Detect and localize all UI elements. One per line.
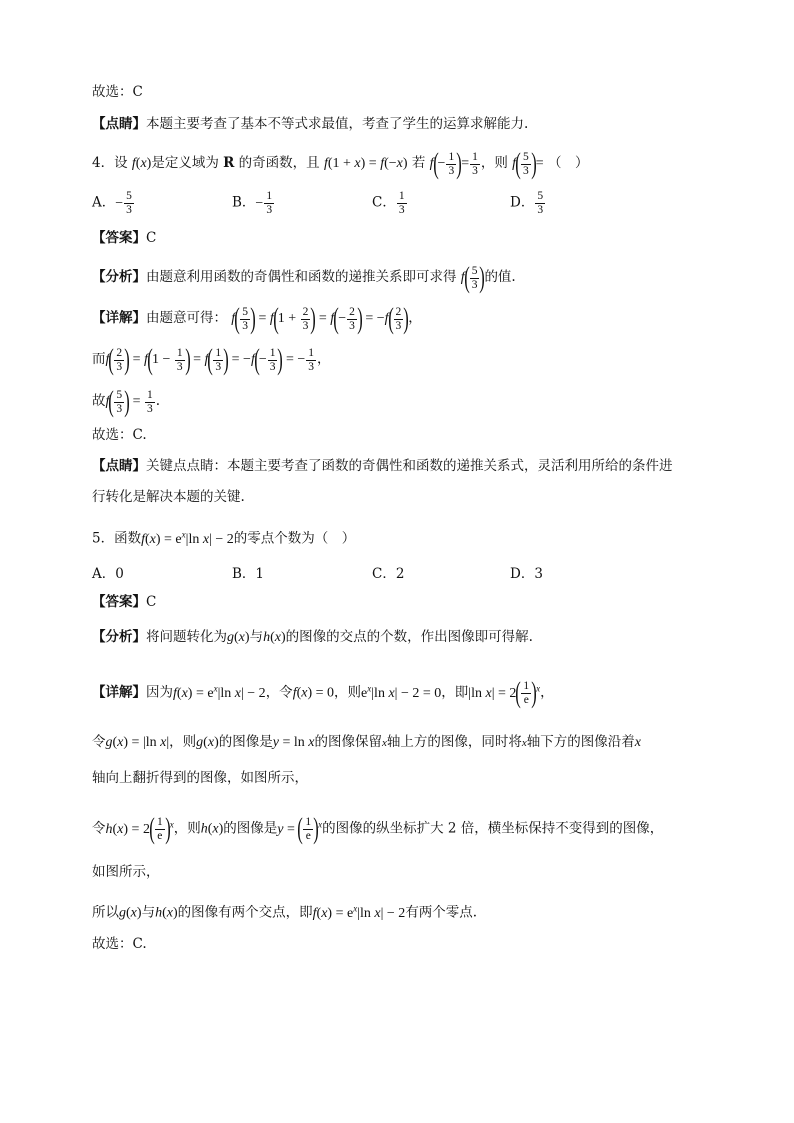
math-x-3: x bbox=[634, 735, 641, 750]
select-5: 故选：C. bbox=[92, 936, 147, 952]
analysis-tag: 【分析】 bbox=[92, 269, 146, 286]
math-g-def: g(x) = |ln x| bbox=[105, 735, 170, 750]
q5-option-a[interactable]: A．0 bbox=[92, 566, 124, 582]
g-1: 令 bbox=[92, 734, 106, 750]
option-a-label: A． bbox=[92, 194, 116, 211]
math-x-2: x bbox=[521, 737, 527, 749]
h-1: 令 bbox=[92, 820, 106, 837]
comment-text: 本题主要考查了基本不等式求最值，考查了学生的运算求解能力. bbox=[146, 116, 529, 132]
math-y-lnx: y = ln x bbox=[272, 735, 315, 750]
q4-text-3: 的奇函数，且 bbox=[238, 155, 320, 172]
math-d2: f( $\frac{2}{3}$ ) = f(1 − $\frac{1}{3}$ ) = f( $\frac{1}{3}$ ) = −f(− $\frac{1}{3}$ ) = − $\frac{1}{3}$ bbox=[105, 343, 315, 376]
detail-3-pre: 故 bbox=[92, 393, 106, 410]
math-f-def: $f(x) = e^x|\ln$ x| − 2 bbox=[141, 529, 234, 547]
detail-5-tag: 【详解】 bbox=[92, 684, 146, 701]
math-d1: f( $\frac{5}{3}$ ) = f(1 + $\frac{2}{3}$ ) = f(− $\frac{2}{3}$ ) = −f( $\frac{2}{3}$ ) bbox=[231, 302, 410, 335]
s-3: 的图像有两个交点，即 bbox=[177, 904, 313, 921]
g-2: ，则 bbox=[169, 734, 197, 750]
detail-5-line-3: 轴向上翻折得到的图像，如图所示， bbox=[92, 770, 308, 786]
analysis-4 bbox=[92, 261, 516, 294]
g-5: 轴上方的图像，同时将 bbox=[386, 734, 522, 750]
q5-option-c[interactable]: C．2 bbox=[372, 566, 405, 582]
detail-text: 由题意可得： bbox=[146, 310, 227, 327]
math-f1px: f(1 + x) = f(−x) bbox=[323, 156, 408, 172]
option-a[interactable] bbox=[92, 190, 135, 217]
prev-answer-select: 故选：C bbox=[92, 84, 143, 100]
question-5-stem bbox=[92, 524, 355, 550]
option-d-value: $\frac{5}{3}$ bbox=[537, 190, 544, 216]
detail-5-a: 因为 bbox=[146, 684, 173, 701]
detail-4-line-1: 【详解】由题意可得： f( $\frac{5}{3}$ ) = f(1 + $\frac{2}{3}$ ) = f(− $\frac{2}{3}$ ) = −f( $\frac{2}{3}$ )， bbox=[92, 302, 422, 335]
math-gx: g(x) bbox=[227, 630, 250, 645]
answer-4 bbox=[92, 228, 156, 248]
detail-5-line-5: 如图所示， bbox=[92, 864, 160, 880]
analysis-5 bbox=[92, 627, 533, 648]
math-fx0: f(x) = 0 bbox=[292, 685, 335, 701]
q5-number: 5． bbox=[92, 530, 115, 547]
analysis-5-tag: 【分析】 bbox=[92, 629, 146, 645]
math-gx-2: g(x) bbox=[196, 735, 219, 750]
pointer-4-line-1 bbox=[92, 456, 673, 476]
detail-tag: 【详解】 bbox=[92, 310, 146, 327]
math-hx-3: h(x) bbox=[155, 905, 178, 921]
s-4: 有两个零点. bbox=[405, 904, 478, 921]
h-4: 的图像的纵坐标扩大 2 倍，横坐标保持不变得到的图像， bbox=[322, 820, 664, 837]
pointer-text-1: 关键点点睛：本题主要考查了函数的奇偶性和函数的递推关系式，灵活利用所给的条件进 bbox=[146, 458, 673, 474]
analysis-end: 的值. bbox=[484, 269, 516, 286]
math-gx-3: g(x) bbox=[119, 905, 142, 921]
q5-text-2: 的零点个数为（ ） bbox=[233, 530, 356, 547]
q4-text-2: 是定义域为 bbox=[151, 155, 219, 172]
answer-tag: 【答案】 bbox=[92, 230, 146, 246]
g-6: 轴下方的图像沿着 bbox=[526, 734, 635, 750]
q4-text-4: 若 bbox=[411, 155, 426, 172]
analysis-5-text-1: 将问题转化为 bbox=[146, 629, 227, 645]
q4-text-1: 设 bbox=[114, 155, 128, 172]
q5-text-1: 函数 bbox=[114, 530, 142, 547]
q5-option-d[interactable]: D．3 bbox=[510, 566, 543, 582]
option-b[interactable] bbox=[232, 190, 275, 217]
detail-4-line-2: 而f( $\frac{2}{3}$ ) = f(1 − $\frac{1}{3}$ ) = f( $\frac{1}{3}$ ) = −f(− $\frac{1}{3}$ ) = − $\frac{1}{3}$ ， bbox=[92, 343, 331, 376]
g-4: 的图像保留 bbox=[314, 734, 382, 750]
select-4: 故选：C. bbox=[92, 427, 147, 443]
s-1: 所以 bbox=[92, 904, 119, 921]
math-fm13: f(− $\frac{1}{3}$ )= $\frac{1}{3}$ bbox=[429, 147, 478, 180]
math-f53-b: f( $\frac{5}{3}$ ) bbox=[460, 261, 486, 294]
answer-value: C bbox=[146, 230, 157, 246]
math-y-1e: y = ( $\frac{1}{e}$ )$^x$ bbox=[277, 812, 323, 846]
option-d-label: D． bbox=[510, 194, 535, 211]
detail-5-line-6 bbox=[92, 898, 477, 924]
comment-tag: 【点睛】 bbox=[92, 116, 146, 132]
option-d[interactable] bbox=[510, 190, 546, 217]
analysis-5-text-2: 与 bbox=[249, 629, 264, 645]
detail-5-line-4 bbox=[92, 812, 664, 846]
g-3: 的图像是 bbox=[218, 734, 273, 750]
detail-2-pre: 而 bbox=[92, 351, 106, 368]
math-x-1: x bbox=[381, 737, 387, 749]
h-2: ，则 bbox=[173, 820, 201, 837]
q4-blank: （ ） bbox=[547, 155, 589, 172]
option-b-label: B． bbox=[232, 194, 256, 211]
math-ex-eq: $e^x|\ln$ x| − 2 = 0 bbox=[361, 683, 442, 701]
math-f53: f( $\frac{5}{3}$ )= bbox=[512, 147, 544, 180]
option-c[interactable] bbox=[372, 190, 408, 217]
math-h-def: h(x) = 2( $\frac{1}{e}$ )$^x$ bbox=[105, 812, 174, 846]
math-f-def-3: $f(x) = e^x|\ln$ x| − 2 bbox=[312, 903, 406, 921]
analysis-5-text-3: 的图像的交点的个数，作出图像即可得解. bbox=[285, 629, 533, 645]
option-a-value: − $\frac{5}{3}$ bbox=[115, 190, 132, 216]
pointer-tag: 【点睛】 bbox=[92, 458, 146, 474]
math-fx: f(x) bbox=[131, 156, 152, 172]
detail-5-d: ，即 bbox=[441, 684, 469, 701]
h-3: 的图像是 bbox=[223, 820, 278, 837]
option-c-label: C． bbox=[372, 194, 396, 211]
math-lnx2: |ln x| = 2( $\frac{1}{e}$ )$^x$ bbox=[468, 676, 541, 710]
q4-number: 4． bbox=[92, 155, 115, 172]
prev-comment bbox=[92, 114, 528, 134]
q4-set-R: R bbox=[223, 155, 235, 172]
answer-5-tag: 【答案】 bbox=[92, 594, 146, 610]
pointer-4-line-2: 行转化是解决本题的关键. bbox=[92, 489, 245, 505]
question-4-stem bbox=[92, 147, 589, 180]
q5-option-b[interactable]: B．1 bbox=[232, 566, 265, 582]
option-b-value: − $\frac{1}{3}$ bbox=[255, 190, 273, 216]
detail-5-c: ，则 bbox=[334, 684, 362, 701]
detail-5-b: ，令 bbox=[265, 684, 293, 701]
detail-5-line-1: 【详解】因为$f(x) = e^x|\ln$ x| − 2，令f(x) = 0，则$e^x|\ln$ x| − 2 = 0，即|ln x| = 2( $\frac{1}{e}$ )$^x$， bbox=[92, 676, 554, 710]
answer-5 bbox=[92, 592, 156, 612]
math-hx: h(x) bbox=[263, 630, 286, 645]
s-2: 与 bbox=[141, 904, 156, 921]
option-c-value: $\frac{1}{3}$ bbox=[398, 190, 405, 216]
answer-5-value: C bbox=[146, 594, 157, 610]
math-f-def-2: $f(x) = e^x|\ln$ x| − 2 bbox=[173, 683, 266, 701]
q4-text-5: ，则 bbox=[480, 155, 508, 172]
detail-4-line-3: 故f( $\frac{5}{3}$ ) = $\frac{1}{3}$ . bbox=[92, 385, 161, 418]
math-d3: f( $\frac{5}{3}$ ) = $\frac{1}{3}$ bbox=[105, 385, 153, 418]
math-hx-2: h(x) bbox=[200, 821, 224, 837]
analysis-text: 由题意利用函数的奇偶性和函数的递推关系即可求得 bbox=[146, 269, 457, 286]
detail-5-line-2 bbox=[92, 732, 641, 753]
